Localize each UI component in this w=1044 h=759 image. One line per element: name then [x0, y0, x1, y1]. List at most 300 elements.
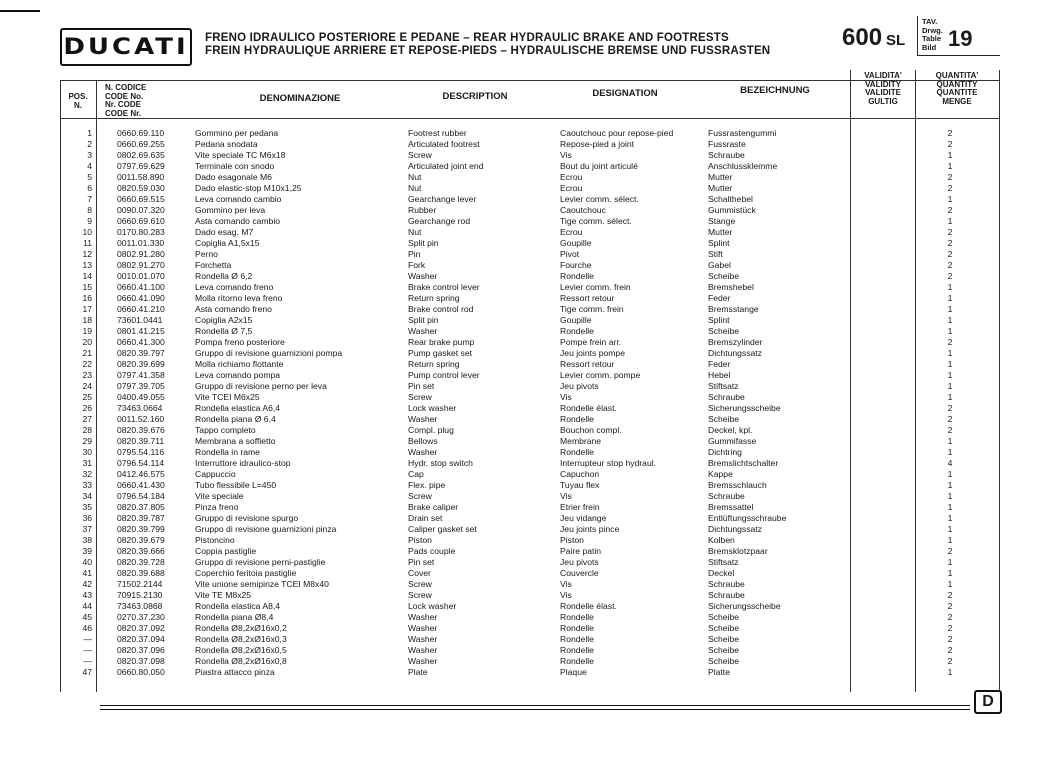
- row-bezeichnung: Scheibe: [708, 656, 740, 666]
- row-denominazione: Pedana snodata: [195, 139, 258, 149]
- row-designation: Paire patin: [560, 546, 602, 556]
- row-code: 0795.54.116: [117, 447, 165, 457]
- row-description: Washer: [408, 612, 438, 622]
- row-bezeichnung: Dichtungssatz: [708, 524, 762, 534]
- row-quantity: 1: [947, 161, 953, 171]
- row-code: 0796.54.114: [117, 458, 165, 468]
- row-designation: Ecrou: [560, 172, 583, 182]
- row-denominazione: Rondella piana Ø 6,4: [195, 414, 276, 424]
- header-validita: [852, 72, 914, 106]
- row-description: Rear brake pump: [408, 337, 475, 347]
- column-divider: [915, 70, 916, 692]
- row-bezeichnung: Fussraste: [708, 139, 746, 149]
- row-description: Washer: [408, 271, 438, 281]
- row-designation: Interrupteur stop hydraul.: [560, 458, 657, 468]
- row-code: 0090.07.320: [117, 205, 165, 215]
- row-description: Brake control lever: [408, 282, 480, 292]
- row-quantity: 2: [947, 128, 953, 138]
- row-code: 0011.52.160: [117, 414, 165, 424]
- row-designation: Jeu joints pompe: [560, 348, 625, 358]
- row-pos: 34: [82, 491, 92, 501]
- title-fr-de: FREIN HYDRAULIQUE ARRIERE ET REPOSE-PIEDS – HYDRAULISCHE BREMSE UND FUSSRASTEN: [205, 45, 771, 57]
- row-bezeichnung: Deckel: [708, 568, 735, 578]
- row-description: Nut: [408, 227, 422, 237]
- logo-text: DUCATI: [63, 34, 189, 60]
- row-description: Fork: [408, 260, 426, 270]
- row-designation: Goupille: [560, 238, 592, 248]
- row-description: Pin: [408, 249, 421, 259]
- row-denominazione: Pinza freno: [195, 502, 239, 512]
- row-pos: 22: [82, 359, 92, 369]
- row-code: 0660.69.515: [117, 194, 165, 204]
- row-description: Washer: [408, 447, 438, 457]
- row-denominazione: Molla ritorno leva freno: [195, 293, 283, 303]
- row-code: 0011.01.330: [117, 238, 165, 248]
- row-description: Washer: [408, 623, 438, 633]
- row-designation: Vis: [560, 150, 572, 160]
- tav-label: Bild: [922, 42, 937, 52]
- header-validita-line: VALIDITE: [865, 88, 901, 97]
- row-quantity: 1: [947, 348, 953, 358]
- table-number: 19: [948, 26, 973, 51]
- row-description: Piston: [408, 535, 432, 545]
- bottom-rule: [100, 705, 970, 710]
- ducati-corner-mark: D: [974, 690, 1002, 714]
- row-code: 0802.69.635: [117, 150, 165, 160]
- row-code: 0820.39.711: [117, 436, 165, 446]
- row-description: Rubber: [408, 205, 437, 215]
- row-denominazione: Gommino per pedana: [195, 128, 279, 138]
- row-denominazione: Rondella Ø8,2xØ16x0,8: [195, 656, 287, 666]
- row-description: Screw: [408, 579, 432, 589]
- row-denominazione: Gruppo di revisione spurgo: [195, 513, 299, 523]
- row-code: 0796.54.184: [117, 491, 165, 501]
- row-bezeichnung: Bremsschlauch: [708, 480, 767, 490]
- row-quantity: 2: [947, 183, 953, 193]
- row-pos: 47: [82, 667, 92, 677]
- table-left-border: [60, 80, 61, 692]
- row-bezeichnung: Stiftsatz: [708, 381, 739, 391]
- table-right-border: [999, 70, 1000, 692]
- row-code: 0820.39.676: [117, 425, 165, 435]
- row-code: 0660.41.300: [117, 337, 165, 347]
- row-denominazione: Interruttore idraulico-stop: [195, 458, 291, 468]
- row-denominazione: Rondella piana Ø8,4: [195, 612, 274, 622]
- row-designation: Ressort retour: [560, 293, 615, 303]
- header-code: [105, 84, 175, 118]
- row-bezeichnung: Scheibe: [708, 623, 740, 633]
- row-code: 73463.0664: [117, 403, 163, 413]
- header-validita-line: GULTIG: [868, 96, 898, 106]
- row-designation: Etrier frein: [560, 502, 600, 512]
- row-designation: Jeu vidange: [560, 513, 607, 523]
- row-designation: Rondelle: [560, 656, 594, 666]
- row-pos: 18: [82, 315, 92, 325]
- row-pos: 38: [82, 535, 92, 545]
- row-code: 0802.91.280: [117, 249, 165, 259]
- row-bezeichnung: Bremszylinder: [708, 337, 763, 347]
- row-quantity: 1: [947, 579, 953, 589]
- header-quantita-line: MENGE: [942, 96, 972, 106]
- row-quantity: 2: [947, 271, 953, 281]
- row-description: Cover: [408, 568, 431, 578]
- row-designation: Rondelle: [560, 634, 594, 644]
- row-bezeichnung: Sicherungsscheibe: [708, 403, 781, 413]
- header-code-line: CODE No.: [105, 91, 144, 101]
- row-code: 73601.0441: [117, 315, 163, 325]
- row-description: Hydr. stop switch: [408, 458, 473, 468]
- row-description: Pads couple: [408, 546, 456, 556]
- model-number: 600: [842, 24, 883, 51]
- row-bezeichnung: Stange: [708, 216, 736, 226]
- row-bezeichnung: Stiftsatz: [708, 557, 739, 567]
- row-pos: 28: [82, 425, 92, 435]
- row-description: Split pin: [408, 315, 439, 325]
- row-code: 0820.39.799: [117, 524, 165, 534]
- row-designation: Levier comm. sélect.: [560, 194, 639, 204]
- row-denominazione: Terminale con snodo: [195, 161, 275, 171]
- title-it-en: FRENO IDRAULICO POSTERIORE E PEDANE – REAR HYDRAULIC BRAKE AND FOOTRESTS: [205, 32, 729, 44]
- row-quantity: 2: [947, 238, 953, 248]
- row-description: Lock washer: [408, 601, 457, 611]
- row-bezeichnung: Kolben: [708, 535, 735, 545]
- row-denominazione: Asta comando freno: [195, 304, 272, 314]
- row-code: 71502.2144: [117, 579, 163, 589]
- row-bezeichnung: Splint: [708, 315, 730, 325]
- row-code: 0820.37.098: [117, 656, 165, 666]
- row-designation: Rondelle: [560, 271, 594, 281]
- row-description: Nut: [408, 172, 422, 182]
- row-denominazione: Dado esag. M7: [195, 227, 254, 237]
- row-pos: 9: [87, 216, 92, 226]
- row-denominazione: Pistoncino: [195, 535, 235, 545]
- row-code: 0820.37.096: [117, 645, 165, 655]
- row-bezeichnung: Platte: [708, 667, 730, 677]
- row-designation: Ecrou: [560, 183, 583, 193]
- row-bezeichnung: Bremshebel: [708, 282, 754, 292]
- row-code: 0660.69.255: [117, 139, 165, 149]
- row-bezeichnung: Scheibe: [708, 326, 740, 336]
- row-denominazione: Perno: [195, 249, 218, 259]
- row-description: Footrest rubber: [408, 128, 467, 138]
- row-bezeichnung: Schraube: [708, 590, 745, 600]
- row-code: 0797.39.705: [117, 381, 165, 391]
- row-pos: 3: [87, 150, 92, 160]
- row-quantity: 1: [947, 667, 953, 677]
- row-quantity: 1: [947, 304, 953, 314]
- row-description: Articulated footrest: [408, 139, 480, 149]
- row-code: 0820.59.030: [117, 183, 165, 193]
- row-code: 70915.2130: [117, 590, 163, 600]
- row-code: 0412.46.575: [117, 469, 165, 479]
- row-bezeichnung: Gummistück: [708, 205, 756, 215]
- row-quantity: 1: [947, 469, 953, 479]
- row-code: 0820.39.688: [117, 568, 165, 578]
- row-bezeichnung: Schraube: [708, 579, 745, 589]
- row-quantity: 2: [947, 227, 953, 237]
- row-bezeichnung: Feder: [708, 359, 731, 369]
- row-quantity: 1: [947, 293, 953, 303]
- row-description: Plate: [408, 667, 428, 677]
- row-pos: 5: [87, 172, 92, 182]
- row-pos: 35: [82, 502, 92, 512]
- row-pos: 2: [87, 139, 92, 149]
- model-suffix: SL: [886, 32, 906, 49]
- row-pos: 7: [87, 194, 92, 204]
- row-quantity: 1: [947, 502, 953, 512]
- header-validita-line: VALIDITA': [864, 71, 902, 80]
- header-divider: [60, 118, 1000, 119]
- row-denominazione: Rondella elastica A8,4: [195, 601, 281, 611]
- row-denominazione: Tappo completo: [195, 425, 256, 435]
- table-number-labels: [922, 18, 943, 52]
- row-quantity: 1: [947, 370, 953, 380]
- row-quantity: 2: [947, 612, 953, 622]
- row-description: Washer: [408, 656, 438, 666]
- row-designation: Couvercle: [560, 568, 599, 578]
- row-code: 0011.58.890: [117, 172, 165, 182]
- row-denominazione: Vite TCEI M6x25: [195, 392, 260, 402]
- row-bezeichnung: Schraube: [708, 150, 745, 160]
- row-quantity: 2: [947, 139, 953, 149]
- row-designation: Pompe frein arr.: [560, 337, 622, 347]
- row-denominazione: Piastra attacco pinza: [195, 667, 275, 677]
- row-code: 0802.91.270: [117, 260, 165, 270]
- row-bezeichnung: Schalthebel: [708, 194, 753, 204]
- row-bezeichnung: Dichtring: [708, 447, 742, 457]
- row-code: 0820.39.797: [117, 348, 165, 358]
- tav-label: TAV.: [922, 17, 938, 26]
- row-description: Compl. plug: [408, 425, 454, 435]
- header-description: DESCRIPTION: [442, 91, 508, 102]
- row-quantity: 2: [947, 403, 953, 413]
- row-pos: 32: [82, 469, 92, 479]
- row-pos: 10: [82, 227, 92, 237]
- row-quantity: 2: [947, 590, 953, 600]
- ducati-logo: [60, 28, 192, 66]
- row-designation: Rondelle: [560, 612, 594, 622]
- row-denominazione: Rondella elastica A6,4: [195, 403, 281, 413]
- row-bezeichnung: Schraube: [708, 392, 745, 402]
- row-pos: 6: [87, 183, 92, 193]
- row-description: Pump control lever: [408, 370, 480, 380]
- row-bezeichnung: Gummifasse: [708, 436, 757, 446]
- row-code: 0660.69.610: [117, 216, 165, 226]
- row-pos: 24: [82, 381, 92, 391]
- row-pos: 43: [82, 590, 92, 600]
- row-quantity: 1: [947, 491, 953, 501]
- row-pos: 33: [82, 480, 92, 490]
- row-quantity: 2: [947, 645, 953, 655]
- row-pos: 20: [82, 337, 92, 347]
- header-validita-line: VALIDITY: [865, 79, 901, 89]
- row-designation: Vis: [560, 392, 572, 402]
- row-description: Pump gasket set: [408, 348, 473, 358]
- row-quantity: 1: [947, 524, 953, 534]
- row-bezeichnung: Deckel, kpl.: [708, 425, 753, 435]
- row-code: 0820.37.094: [117, 634, 165, 644]
- row-description: Screw: [408, 590, 432, 600]
- header-quantita-line: QUANTITY: [936, 79, 978, 89]
- row-pos: 23: [82, 370, 92, 380]
- row-code: 0820.39.787: [117, 513, 165, 523]
- row-pos: 14: [82, 271, 92, 281]
- row-code: 0820.37.092: [117, 623, 165, 633]
- row-description: Nut: [408, 183, 422, 193]
- row-description: Split pin: [408, 238, 439, 248]
- row-quantity: 1: [947, 557, 953, 567]
- header-code-line: Nr. CODE: [105, 100, 142, 109]
- row-designation: Rondelle: [560, 623, 594, 633]
- row-pos: 17: [82, 304, 92, 314]
- row-designation: Rondelle: [560, 326, 594, 336]
- row-description: Articulated joint end: [408, 161, 484, 171]
- row-designation: Vis: [560, 579, 572, 589]
- row-designation: Rondelle élast.: [560, 403, 617, 413]
- row-quantity: 2: [947, 634, 953, 644]
- row-denominazione: Vite speciale: [195, 491, 244, 501]
- row-code: 0010.01.070: [117, 271, 165, 281]
- row-quantity: 2: [947, 205, 953, 215]
- row-pos: 19: [82, 326, 92, 336]
- row-pos: —: [83, 656, 92, 666]
- row-code: 0820.39.679: [117, 535, 165, 545]
- row-pos: 4: [87, 161, 92, 171]
- row-pos: —: [83, 634, 92, 644]
- row-bezeichnung: Bremssattel: [708, 502, 754, 512]
- row-bezeichnung: Bremsklotzpaar: [708, 546, 768, 556]
- row-quantity: 4: [947, 458, 953, 468]
- row-code: 0820.37.805: [117, 502, 165, 512]
- row-designation: Caoutchouc pour repose-pied: [560, 128, 674, 138]
- row-designation: Goupille: [560, 315, 592, 325]
- row-quantity: 1: [947, 535, 953, 545]
- header-quantita-line: QUANTITA': [935, 71, 979, 80]
- row-pos: 39: [82, 546, 92, 556]
- row-code: 0660.69.110: [117, 128, 165, 138]
- row-description: Flex. pipe: [408, 480, 446, 490]
- row-bezeichnung: Fussrastengummi: [708, 128, 777, 138]
- row-bezeichnung: Scheibe: [708, 645, 740, 655]
- row-denominazione: Gruppo di revisione perni-pastiglie: [195, 557, 326, 567]
- row-code: 0170.80.283: [117, 227, 165, 237]
- row-code: 0660.41.430: [117, 480, 165, 490]
- row-denominazione: Rondella Ø8,2xØ16x0,2: [195, 623, 287, 633]
- row-designation: Ressort retour: [560, 359, 615, 369]
- row-pos: 16: [82, 293, 92, 303]
- row-code: 0801.41.215: [117, 326, 165, 336]
- row-pos: 37: [82, 524, 92, 534]
- row-designation: Membrane: [560, 436, 602, 446]
- row-denominazione: Molla richiamo flottante: [195, 359, 284, 369]
- row-description: Washer: [408, 326, 438, 336]
- row-denominazione: Rondella in rame: [195, 447, 260, 457]
- row-bezeichnung: Sicherungsscheibe: [708, 601, 781, 611]
- row-bezeichnung: Anschlussklemme: [708, 161, 778, 171]
- row-denominazione: Dado elastic-stop M10x1,25: [195, 183, 302, 193]
- column-divider: [96, 80, 97, 692]
- row-description: Pin set: [408, 381, 435, 391]
- row-bezeichnung: Gabel: [708, 260, 731, 270]
- row-description: Return spring: [408, 359, 460, 369]
- row-quantity: 2: [947, 172, 953, 182]
- row-denominazione: Rondella Ø8,2xØ16x0,3: [195, 634, 287, 644]
- row-denominazione: Leva comando freno: [195, 282, 274, 292]
- row-description: Washer: [408, 634, 438, 644]
- row-quantity: 1: [947, 480, 953, 490]
- row-bezeichnung: Mutter: [708, 172, 733, 182]
- row-pos: 29: [82, 436, 92, 446]
- row-description: Drain set: [408, 513, 443, 523]
- row-denominazione: Pompa freno posteriore: [195, 337, 285, 347]
- row-pos: 41: [82, 568, 92, 578]
- row-bezeichnung: Mutter: [708, 227, 733, 237]
- row-description: Bellows: [408, 436, 438, 446]
- row-denominazione: Tubo flessibile L=450: [195, 480, 277, 490]
- row-denominazione: Copiglia A1,5x15: [195, 238, 260, 248]
- row-bezeichnung: Scheibe: [708, 612, 740, 622]
- row-denominazione: Rondella Ø 7,5: [195, 326, 253, 336]
- row-designation: Capuchon: [560, 469, 600, 479]
- row-pos: 36: [82, 513, 92, 523]
- row-quantity: 1: [947, 436, 953, 446]
- crop-mark: [0, 10, 40, 12]
- row-designation: Levier comm. pompe: [560, 370, 641, 380]
- row-quantity: 1: [947, 150, 953, 160]
- row-pos: 27: [82, 414, 92, 424]
- row-denominazione: Coppia pastiglie: [195, 546, 257, 556]
- row-denominazione: Vite speciale TC M6x18: [195, 150, 286, 160]
- row-denominazione: Rondella Ø8,2xØ16x0,5: [195, 645, 287, 655]
- row-pos: 12: [82, 249, 92, 259]
- row-bezeichnung: Schraube: [708, 491, 745, 501]
- row-description: Screw: [408, 392, 432, 402]
- row-bezeichnung: Splint: [708, 238, 730, 248]
- row-quantity: 1: [947, 381, 953, 391]
- row-description: Brake caliper: [408, 502, 459, 512]
- row-denominazione: Forchetta: [195, 260, 232, 270]
- row-designation: Rondelle: [560, 447, 594, 457]
- header-code-line: N. CODICE: [105, 83, 147, 92]
- header-pos-line: N.: [74, 100, 82, 110]
- row-denominazione: Rondella Ø 6,2: [195, 271, 253, 281]
- row-bezeichnung: Entlüftungsschraube: [708, 513, 787, 523]
- row-description: Washer: [408, 414, 438, 424]
- row-denominazione: Cappuccio: [195, 469, 236, 479]
- row-pos: 44: [82, 601, 92, 611]
- row-code: 0660.41.210: [117, 304, 165, 314]
- row-quantity: 1: [947, 392, 953, 402]
- row-pos: 1: [87, 128, 92, 138]
- row-description: Gearchange rod: [408, 216, 471, 226]
- row-quantity: 2: [947, 337, 953, 347]
- row-pos: 8: [87, 205, 92, 215]
- row-quantity: 2: [947, 425, 953, 435]
- row-pos: 26: [82, 403, 92, 413]
- row-designation: Vis: [560, 590, 572, 600]
- row-denominazione: Coperchio feritoia pastiglie: [195, 568, 297, 578]
- row-quantity: 2: [947, 546, 953, 556]
- row-description: Pin set: [408, 557, 435, 567]
- row-description: Screw: [408, 150, 432, 160]
- row-quantity: 1: [947, 216, 953, 226]
- row-denominazione: Leva comando cambio: [195, 194, 282, 204]
- row-quantity: 1: [947, 513, 953, 523]
- row-pos: —: [83, 645, 92, 655]
- row-bezeichnung: Bremsstange: [708, 304, 759, 314]
- row-designation: Tige comm. sélect.: [560, 216, 632, 226]
- header-pos: [62, 93, 94, 110]
